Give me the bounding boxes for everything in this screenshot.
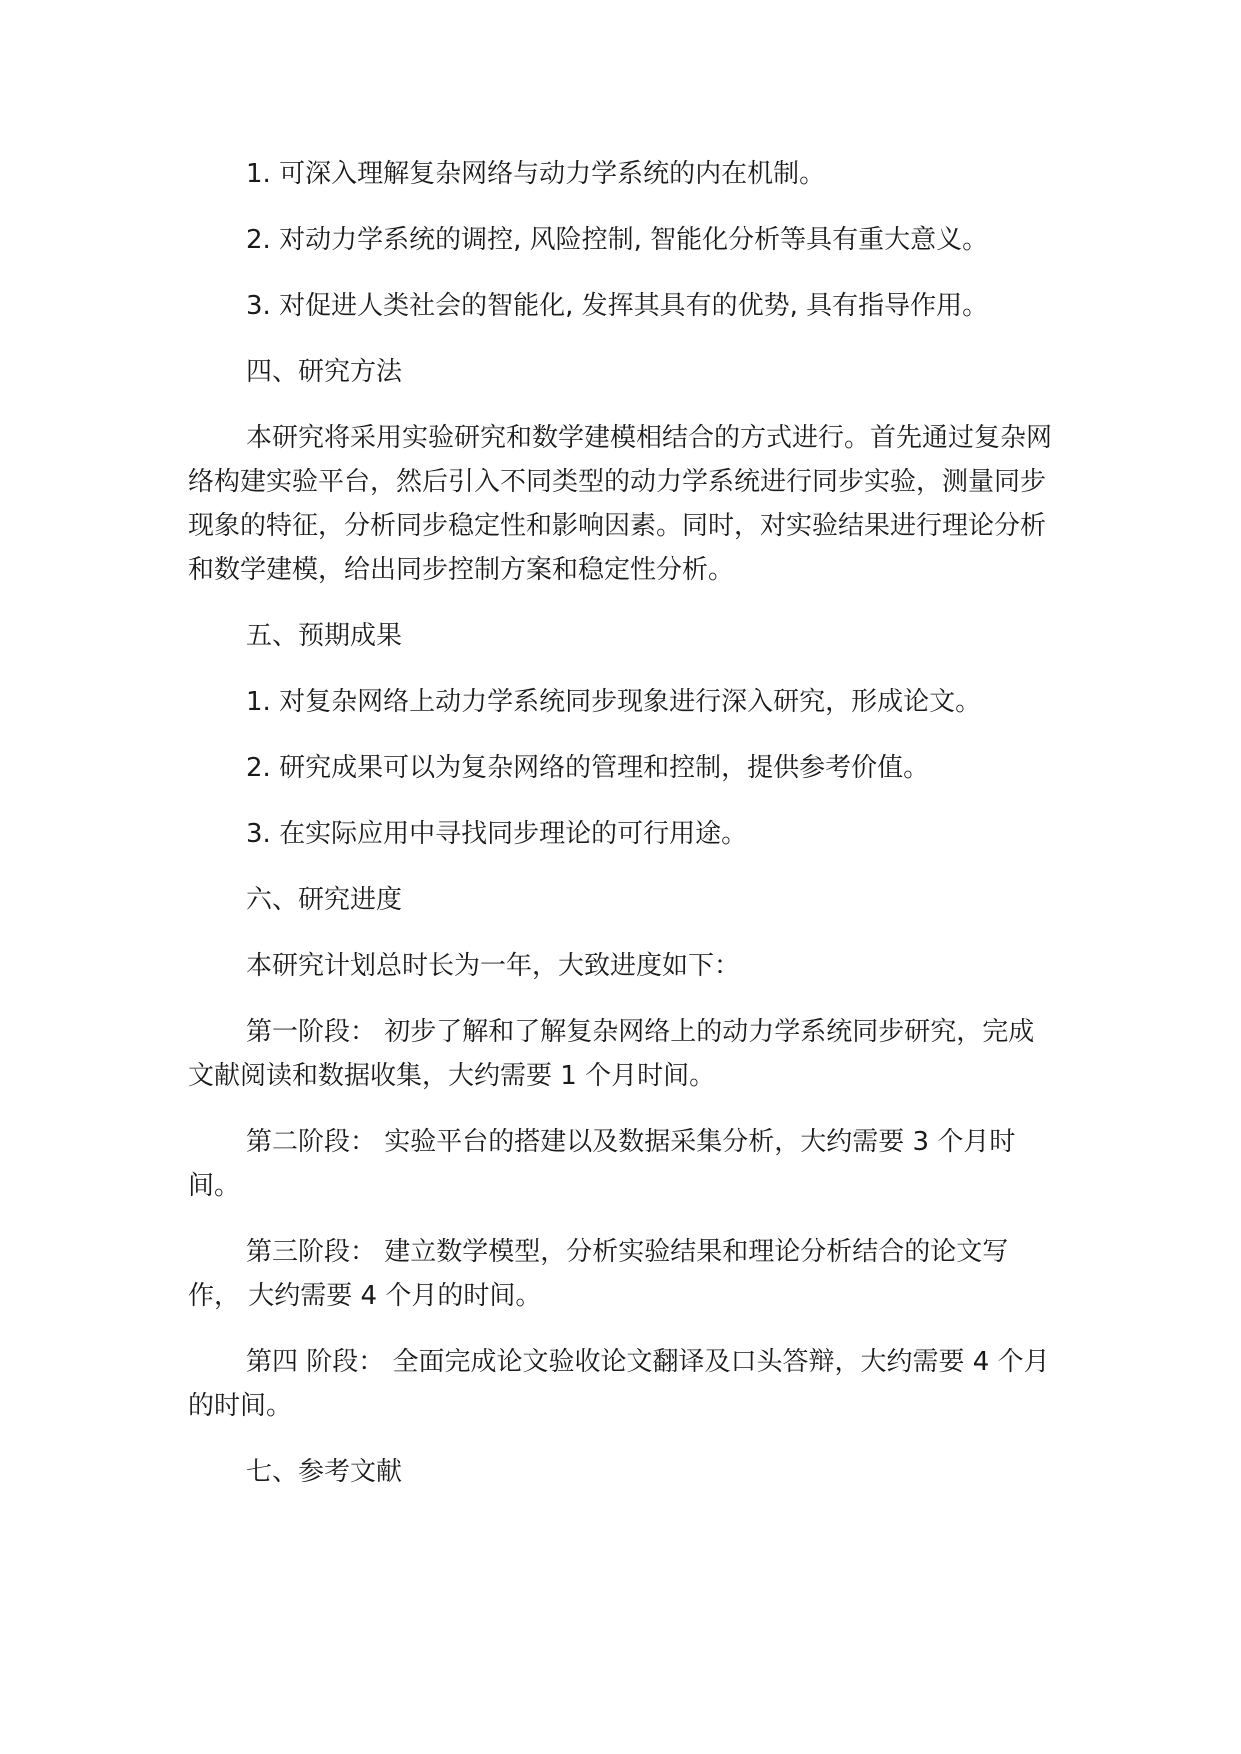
method-heading: 四、研究方法 bbox=[246, 357, 403, 387]
outcome-item-2: 2. 研究成果可以为复杂网络的管理和控制，提供参考价值。 bbox=[246, 753, 930, 783]
document-body bbox=[188, 152, 1058, 1516]
stage-2: 第二阶段： 实验平台的搭建以及数据采集分析，大约需要 3 个月时间。 bbox=[188, 1127, 1016, 1201]
significance-item-3: 3. 对促进人类社会的智能化, 发挥其具有的优势, 具有指导作用。 bbox=[246, 291, 989, 321]
significance-item-2: 2. 对动力学系统的调控, 风险控制, 智能化分析等具有重大意义。 bbox=[246, 225, 989, 255]
method-paragraph: 本研究将采用实验研究和数学建模相结合的方式进行。首先通过复杂网络构建实验平台，然后引入不同类型的动力学系统进行同步实验，测量同步现象的特征，分析同步稳定性和影响因素。同时，对实验结果进行理论分析和数学建模，给出同步控制方案和稳定性分析。 bbox=[188, 423, 1053, 585]
outcome-item-1: 1. 对复杂网络上动力学系统同步现象进行深入研究，形成论文。 bbox=[246, 687, 982, 717]
references-heading: 七、参考文献 bbox=[246, 1457, 403, 1487]
stage-1: 第一阶段： 初步了解和了解复杂网络上的动力学系统同步研究，完成文献阅读和数据收集，大约需要 1 个月时间。 bbox=[188, 1017, 1035, 1091]
progress-heading: 六、研究进度 bbox=[246, 885, 403, 915]
progress-intro: 本研究计划总时长为一年，大致进度如下： bbox=[246, 951, 741, 981]
stage-4: 第四 阶段： 全面完成论文验收论文翻译及口头答辩，大约需要 4 个月的时间。 bbox=[188, 1347, 1050, 1421]
outcome-item-3: 3. 在实际应用中寻找同步理论的可行用途。 bbox=[246, 819, 748, 849]
stage-3: 第三阶段： 建立数学模型，分析实验结果和理论分析结合的论文写作， 大约需要 4 个月的时间。 bbox=[188, 1237, 1009, 1311]
significance-item-1: 1. 可深入理解复杂网络与动力学系统的内在机制。 bbox=[246, 159, 826, 189]
outcomes-heading: 五、预期成果 bbox=[246, 621, 403, 651]
